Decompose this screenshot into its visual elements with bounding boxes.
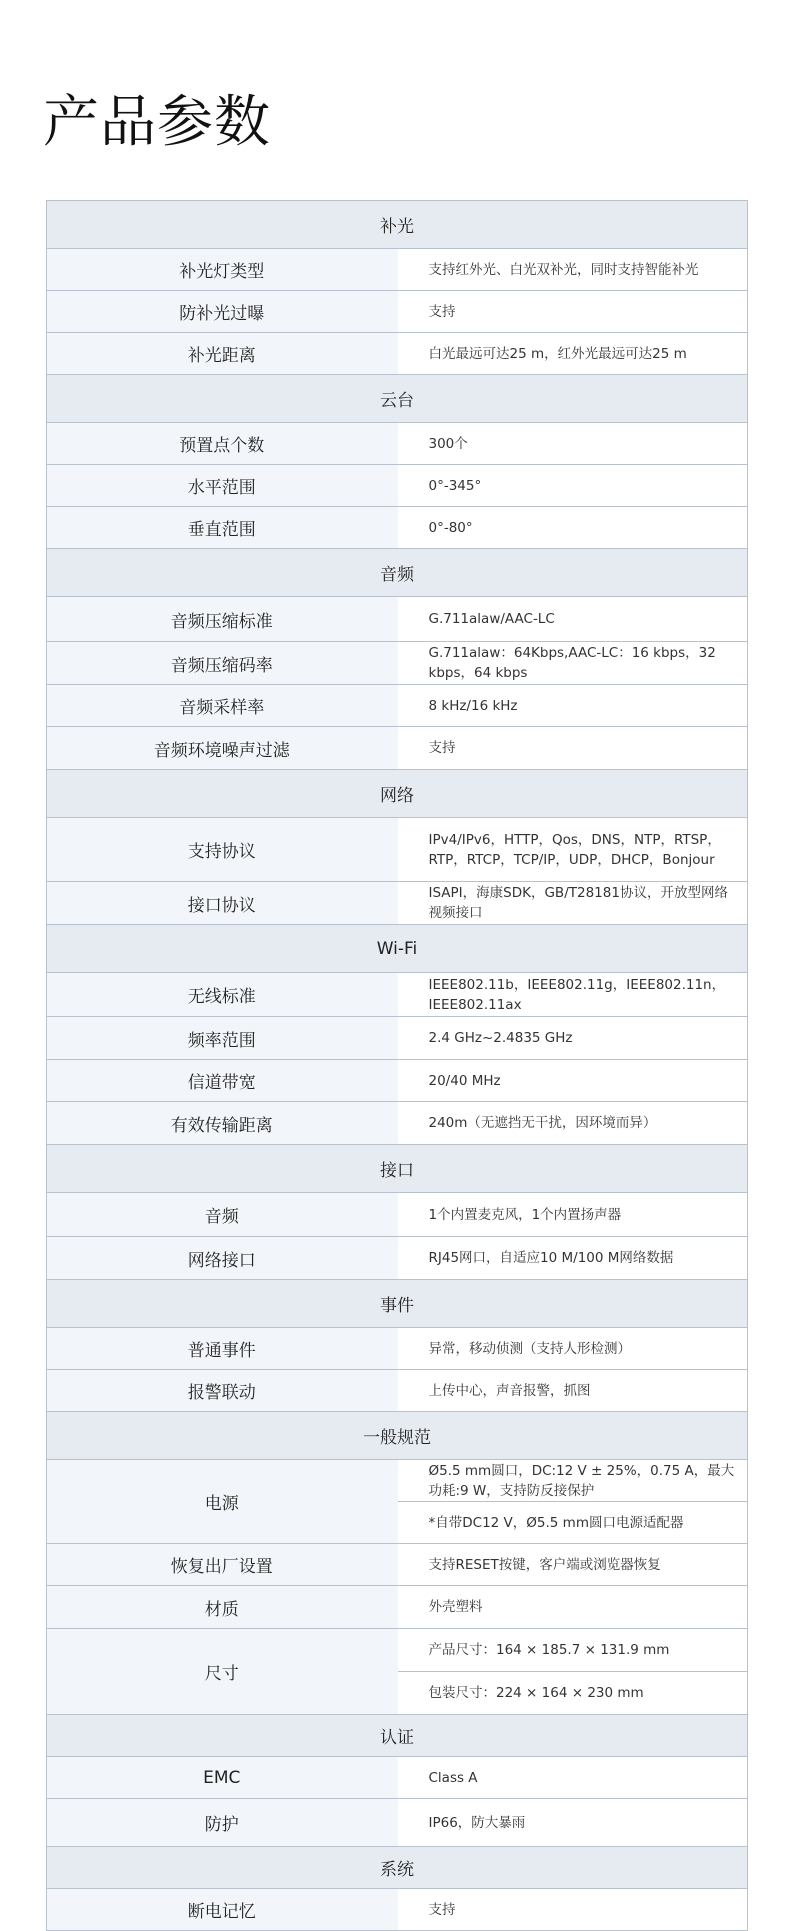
- spec-value: G.711alaw：64Kbps,AAC-LC：16 kbps，32 kbps，64 kbps: [397, 642, 748, 685]
- section-title: 补光: [47, 201, 748, 249]
- spec-value: 20/40 MHz: [397, 1060, 748, 1102]
- spec-label: 接口协议: [47, 882, 398, 925]
- spec-value: 0°-80°: [397, 507, 748, 549]
- section-title: 云台: [47, 375, 748, 423]
- section-title: Wi-Fi: [47, 925, 748, 973]
- spec-table-body: [47, 201, 748, 1931]
- spec-label: 补光距离: [47, 333, 398, 375]
- section-row: [47, 375, 748, 423]
- spec-row: [47, 1102, 748, 1145]
- section-row: [47, 549, 748, 597]
- spec-value: 上传中心，声音报警，抓图: [397, 1370, 748, 1412]
- spec-label: 材质: [47, 1586, 398, 1629]
- spec-row: [47, 882, 748, 925]
- section-title: 网络: [47, 770, 748, 818]
- spec-row: [47, 1328, 748, 1370]
- spec-label: 网络接口: [47, 1237, 398, 1280]
- spec-value: IPv4/IPv6，HTTP，Qos，DNS，NTP，RTSP，RTP，RTCP，TCP/IP，UDP，DHCP，Bonjour: [397, 818, 748, 882]
- section-title: 认证: [47, 1715, 748, 1757]
- spec-label: 无线标准: [47, 973, 398, 1017]
- section-row: [47, 770, 748, 818]
- spec-row: [47, 1060, 748, 1102]
- spec-value: *自带DC12 V，Ø5.5 mm圆口电源适配器: [397, 1502, 748, 1544]
- section-title: 事件: [47, 1280, 748, 1328]
- spec-row: [47, 1889, 748, 1931]
- spec-row: [47, 465, 748, 507]
- spec-label: 水平范围: [47, 465, 398, 507]
- spec-row: [47, 291, 748, 333]
- spec-row: [47, 1370, 748, 1412]
- spec-row: [47, 1586, 748, 1629]
- spec-value: 240m（无遮挡无干扰，因环境而异）: [397, 1102, 748, 1145]
- section-title: 系统: [47, 1847, 748, 1889]
- section-row: [47, 1412, 748, 1460]
- spec-value: 异常，移动侦测（支持人形检测）: [397, 1328, 748, 1370]
- section-row: [47, 1715, 748, 1757]
- spec-label: 电源: [47, 1460, 398, 1544]
- section-row: [47, 1847, 748, 1889]
- spec-label: 音频压缩码率: [47, 642, 398, 685]
- spec-value: IP66，防大暴雨: [397, 1799, 748, 1847]
- spec-label: 补光灯类型: [47, 249, 398, 291]
- spec-value: 支持RESET按键，客户端或浏览器恢复: [397, 1544, 748, 1586]
- spec-row: [47, 727, 748, 770]
- spec-row: [47, 1460, 748, 1502]
- spec-row: [47, 507, 748, 549]
- spec-row: [47, 642, 748, 685]
- spec-value: 0°-345°: [397, 465, 748, 507]
- section-row: [47, 201, 748, 249]
- spec-value: 300个: [397, 423, 748, 465]
- section-row: [47, 1280, 748, 1328]
- spec-label: 预置点个数: [47, 423, 398, 465]
- spec-row: [47, 1629, 748, 1672]
- spec-value: G.711alaw/AAC-LC: [397, 597, 748, 642]
- spec-value: IEEE802.11b，IEEE802.11g，IEEE802.11n，IEEE802.11ax: [397, 973, 748, 1017]
- spec-row: [47, 973, 748, 1017]
- spec-value: ISAPI，海康SDK，GB/T28181协议，开放型网络视频接口: [397, 882, 748, 925]
- section-title: 一般规范: [47, 1412, 748, 1460]
- spec-row: [47, 597, 748, 642]
- spec-value: RJ45网口，自适应10 M/100 M网络数据: [397, 1237, 748, 1280]
- spec-label: 音频采样率: [47, 685, 398, 727]
- spec-row: [47, 1017, 748, 1060]
- spec-row: [47, 1799, 748, 1847]
- spec-row: [47, 423, 748, 465]
- spec-value: 包装尺寸：224 × 164 × 230 mm: [397, 1672, 748, 1715]
- spec-row: [47, 1544, 748, 1586]
- spec-value: 外壳塑料: [397, 1586, 748, 1629]
- spec-label: EMC: [47, 1757, 398, 1799]
- spec-value: 产品尺寸：164 × 185.7 × 131.9 mm: [397, 1629, 748, 1672]
- spec-value: 支持: [397, 291, 748, 333]
- spec-row: [47, 818, 748, 882]
- spec-label: 尺寸: [47, 1629, 398, 1715]
- spec-label: 音频环境噪声过滤: [47, 727, 398, 770]
- spec-value: Ø5.5 mm圆口，DC:12 V ± 25%，0.75 A，最大功耗:9 W，支持防反接保护: [397, 1460, 748, 1502]
- section-title: 接口: [47, 1145, 748, 1193]
- spec-row: [47, 1757, 748, 1799]
- spec-label: 恢复出厂设置: [47, 1544, 398, 1586]
- section-row: [47, 1145, 748, 1193]
- spec-label: 频率范围: [47, 1017, 398, 1060]
- section-title: 音频: [47, 549, 748, 597]
- spec-value: 支持红外光、白光双补光，同时支持智能补光: [397, 249, 748, 291]
- spec-label: 音频压缩标准: [47, 597, 398, 642]
- spec-table: [46, 200, 748, 1931]
- page-title: 产品参数: [43, 90, 271, 155]
- spec-label: 音频: [47, 1193, 398, 1237]
- spec-label: 断电记忆: [47, 1889, 398, 1931]
- spec-label: 支持协议: [47, 818, 398, 882]
- spec-label: 防补光过曝: [47, 291, 398, 333]
- spec-value: 8 kHz/16 kHz: [397, 685, 748, 727]
- spec-label: 报警联动: [47, 1370, 398, 1412]
- spec-value: 支持: [397, 1889, 748, 1931]
- spec-label: 有效传输距离: [47, 1102, 398, 1145]
- spec-row: [47, 1237, 748, 1280]
- spec-row: [47, 333, 748, 375]
- spec-label: 防护: [47, 1799, 398, 1847]
- spec-label: 垂直范围: [47, 507, 398, 549]
- spec-row: [47, 685, 748, 727]
- spec-value: 1个内置麦克风，1个内置扬声器: [397, 1193, 748, 1237]
- spec-value: 2.4 GHz~2.4835 GHz: [397, 1017, 748, 1060]
- spec-row: [47, 1193, 748, 1237]
- spec-value: 白光最远可达25 m，红外光最远可达25 m: [397, 333, 748, 375]
- spec-label: 信道带宽: [47, 1060, 398, 1102]
- section-row: [47, 925, 748, 973]
- spec-value: 支持: [397, 727, 748, 770]
- spec-value: Class A: [397, 1757, 748, 1799]
- spec-label: 普通事件: [47, 1328, 398, 1370]
- spec-row: [47, 249, 748, 291]
